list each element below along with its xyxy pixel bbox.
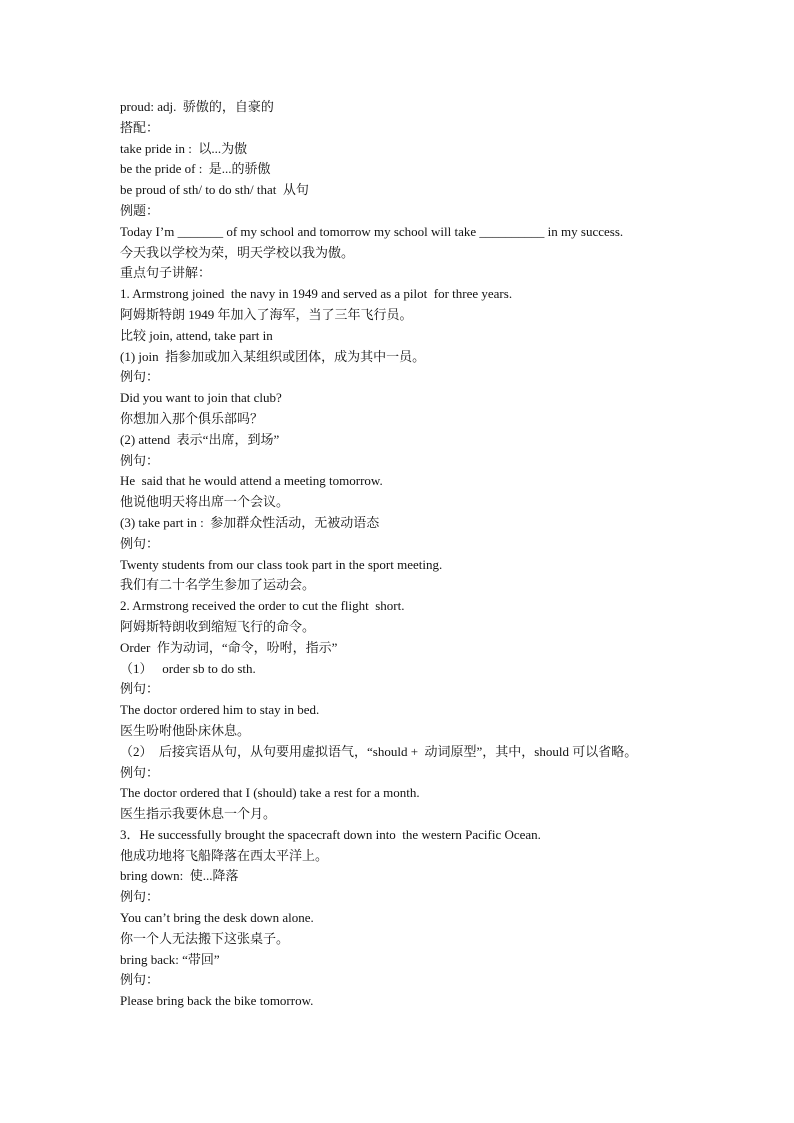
order-usage-2: （2） 后接宾语从句，从句要用虚拟语气，“should + 动词原型”，其中，should 可以省略。 <box>120 743 638 759</box>
example-label: 例句： <box>120 972 160 988</box>
bring-down-example: You can’t bring the desk down alone. <box>120 910 314 926</box>
order-definition: Order 作为动词，“命令，吩咐，指示” <box>120 639 338 655</box>
order-example-2-translation: 医生指示我要休息一个月。 <box>120 806 277 822</box>
compare-heading: 比较 join, attend, take part in <box>120 327 273 343</box>
example-fill-blank: Today I’m _______ of my school and tomorrow my school will take __________ in my success. <box>120 223 624 239</box>
example-translation: 今天我以学校为荣，明天学校以我为傲。 <box>120 244 355 260</box>
collocation-heading: 搭配： <box>120 119 160 135</box>
attend-definition: (2) attend 表示“出席，到场” <box>120 431 280 447</box>
order-example-1-translation: 医生吩咐他卧床休息。 <box>120 722 251 738</box>
document-page <box>120 97 720 1012</box>
key-sentences-heading: 重点句子讲解： <box>120 265 212 281</box>
bring-down-definition: bring down: 使...降落 <box>120 868 239 884</box>
example-label: 例句： <box>120 535 160 551</box>
order-example-1: The doctor ordered him to stay in bed. <box>120 702 320 718</box>
vocab-proud: proud: adj. 骄傲的，自豪的 <box>120 99 274 114</box>
collocation-take-pride-in: take pride in : 以...为傲 <box>120 140 248 156</box>
take-part-in-example: Twenty students from our class took part in the sport meeting. <box>120 556 443 572</box>
sentence-3-translation: 他成功地将飞船降落在西太平洋上。 <box>120 847 329 863</box>
join-example-translation: 你想加入那个俱乐部吗？ <box>120 410 264 426</box>
join-example: Did you want to join that club? <box>120 390 282 406</box>
bring-back-example: Please bring back the bike tomorrow. <box>120 993 314 1009</box>
example-heading: 例题： <box>120 202 160 218</box>
example-label: 例句： <box>120 681 160 697</box>
sentence-2-translation: 阿姆斯特朗收到缩短飞行的命令。 <box>120 618 316 634</box>
take-part-in-example-translation: 我们有二十名学生参加了运动会。 <box>120 577 316 593</box>
attend-example: He said that he would attend a meeting tomorrow. <box>120 473 383 489</box>
bring-back-definition: bring back: “带回” <box>120 951 220 967</box>
join-definition: (1) join 指参加或加入某组织或团体，成为其中一员。 <box>120 348 426 364</box>
collocation-be-proud-of: be proud of sth/ to do sth/ that 从句 <box>120 182 309 198</box>
order-usage-1: （1） order sb to do sth. <box>120 660 256 676</box>
sentence-2: 2. Armstrong received the order to cut the flight short. <box>120 598 405 614</box>
bring-down-example-translation: 你一个人无法搬下这张桌子。 <box>120 930 290 946</box>
sentence-1: 1. Armstrong joined the navy in 1949 and served as a pilot for three years. <box>120 286 513 302</box>
sentence-3: 3．He successfully brought the spacecraft down into the western Pacific Ocean. <box>120 826 541 842</box>
attend-example-translation: 他说他明天将出席一个会议。 <box>120 494 290 510</box>
example-label: 例句： <box>120 369 160 385</box>
collocation-be-the-pride-of: be the pride of : 是...的骄傲 <box>120 161 271 177</box>
take-part-in-definition: (3) take part in : 参加群众性活动，无被动语态 <box>120 514 380 530</box>
example-label: 例句： <box>120 889 160 905</box>
order-example-2: The doctor ordered that I (should) take a rest for a month. <box>120 785 420 801</box>
example-label: 例句： <box>120 764 160 780</box>
sentence-1-translation: 阿姆斯特朗 1949 年加入了海军，当了三年飞行员。 <box>120 306 413 322</box>
example-label: 例句： <box>120 452 160 468</box>
